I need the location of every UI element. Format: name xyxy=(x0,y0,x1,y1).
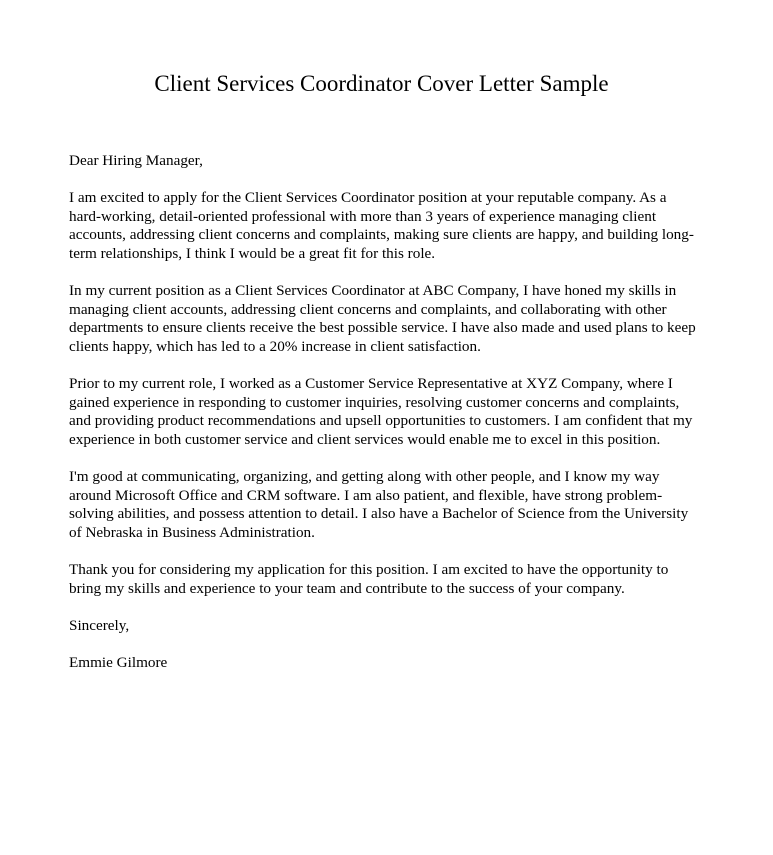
paragraph-prior-role: Prior to my current role, I worked as a Customer Service Representative at XYZ Company, where I gained experience in responding to customer inquiries, resolving customer concerns and complaints, and providing product recommendations and upsell opportunities to customers. I am confident that my experience in both customer service and client services would enable me to excel in this position. xyxy=(69,375,693,448)
letter-title: Client Services Coordinator Cover Letter Sample xyxy=(154,71,609,96)
paragraph-current-role: In my current position as a Client Services Coordinator at ABC Company, I have honed my skills in managing client accounts, addressing client concerns and complaints, and collaborating with other departments to ensure clients receive the best possible service. I have also made and used plans to keep clients happy, which has led to a 20% increase in client satisfaction. xyxy=(69,282,696,355)
closing: Sincerely, xyxy=(69,616,130,634)
paragraph-intro: I am excited to apply for the Client Services Coordinator position at your reputable company. As a hard-working, detail-oriented professional with more than 3 years of experience managing client accounts, addressing client concerns and complaints, making sure clients are happy, and building long-term relationships, I think I would be a great fit for this role. xyxy=(69,189,694,262)
paragraph-thanks: Thank you for considering my application for this position. I am excited to have the opportunity to bring my skills and experience to your team and contribute to the success of your company. xyxy=(69,561,669,597)
letter-body xyxy=(69,152,699,673)
paragraph-skills: I'm good at communicating, organizing, and getting along with other people, and I know my way around Microsoft Office and CRM software. I am also patient, and flexible, have strong problem-solving abilities, and possess attention to detail. I also have a Bachelor of Science from the University of Nebraska in Business Administration. xyxy=(69,468,689,541)
salutation: Dear Hiring Manager, xyxy=(69,152,203,169)
signature-name: Emmie Gilmore xyxy=(69,654,168,672)
